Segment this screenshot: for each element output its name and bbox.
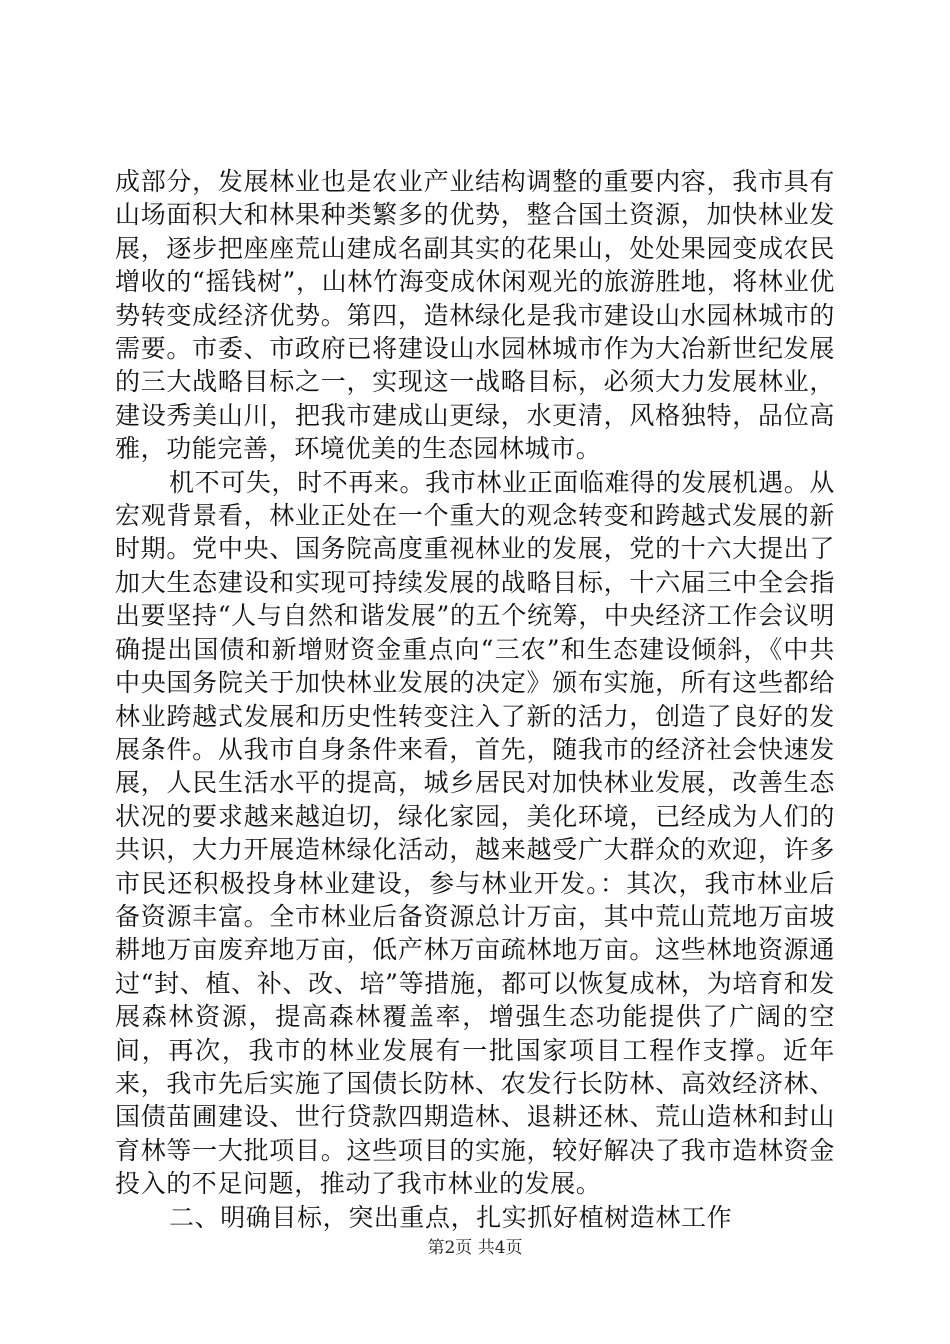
section-heading: 二、明确目标，突出重点，扎实抓好植树造林工作 xyxy=(169,1202,733,1232)
page-number-footer: 第2页 共4页 xyxy=(427,1238,523,1258)
paragraph-continuation: 成部分，发展林业也是农业产业结构调整的重要内容，我市具有山场面积大和林果种类繁多的优势，整合国土资源，加快林业发展，逐步把座座荒山建成名副其实的花果山，处处果园变成农民增收的“摇钱树”，山林竹海变成休闲观光的旅游胜地，将林业优势转变成经济优势。第四，造林绿化是我市建设山水园林城市的需要。市委、市政府已将建设山水园林城市作为大冶新世纪发展的三大战略目标之一，实现这一战略目标，必须大力发展林业，建设秀美山川，把我市建成山更绿，水更清，风格独特，品位高雅，功能完善，环境优美的生态园林城市。 xyxy=(115,167,835,464)
paragraph-opportunity: 机不可失，时不再来。我市林业正面临难得的发展机遇。从宏观背景看，林业正处在一个重大的观念转变和跨越式发展的新时期。党中央、国务院高度重视林业的发展，党的十六大提出了加大生态建设和实现可持续发展的战略目标，十六届三中全会指出要坚持“人与自然和谐发展”的五个统筹，中央经济工作会议明确提出国债和新增财资金重点向“三农”和生态建设倾斜，《中共中央国务院关于加快林业发展的决定》颁布实施，所有这些都给林业跨越式发展和历史性转变注入了新的活力，创造了良好的发展条件。从我市自身条件来看，首先，随我市的经济社会快速发展，人民生活水平的提高，城乡居民对加快林业发展，改善生态状况的要求越来越迫切，绿化家园，美化环境，已经成为人们的共识，大力开展造林绿化活动，越来越受广大群众的欢迎，许多市民还积极投身林业建设，参与林业开发。：其次，我市林业后备资源丰富。全市林业后备资源总计万亩，其中荒山荒地万亩坡耕地万亩废弃地万亩，低产林万亩疏林地万亩。这些林地资源通过“封、植、补、改、培”等措施，都可以恢复成林，为培育和发展森林资源，提高森林覆盖率，增强生态功能提供了广阔的空间，再次，我市的林业发展有一批国家项目工程作支撑。近年来，我市先后实施了国债长防林、农发行长防林、高效经济林、国债苗圃建设、世行贷款四期造林、退耕还林、荒山造林和封山育林等一大批项目。这些项目的实施，较好解决了我市造林资金投入的不足问题，推动了我市林业的发展。 xyxy=(115,467,835,1199)
document-body xyxy=(115,165,835,1234)
